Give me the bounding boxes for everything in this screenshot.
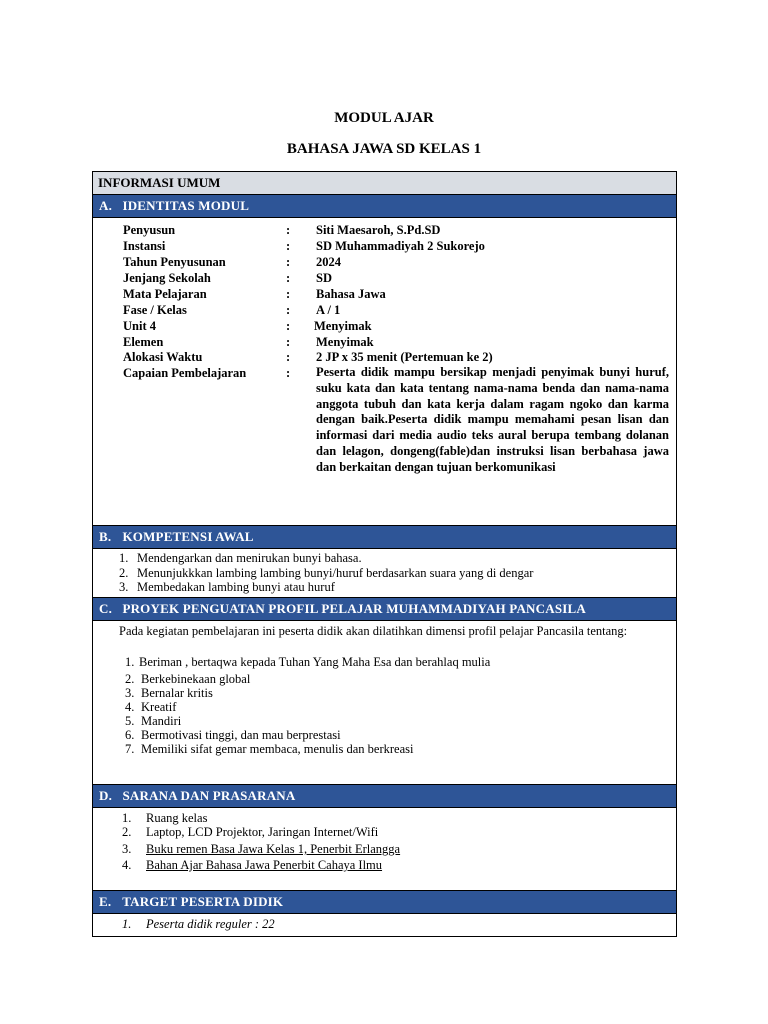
item-link[interactable]: Buku remen Basa Jawa Kelas 1, Penerbit Erlangga xyxy=(146,842,401,856)
item-text: Beriman , bertaqwa kepada Tuhan Yang Maha Esa dan berahlaq mulia xyxy=(139,655,491,669)
field-label: Unit 4 xyxy=(123,319,156,333)
field-colon: : xyxy=(286,239,291,253)
section-a-number: A. xyxy=(99,198,113,213)
field-label: Elemen xyxy=(123,335,164,349)
field-label: Penyusun xyxy=(123,223,176,237)
item-link[interactable]: Bahan Ajar Bahasa Jawa Penerbit Cahaya Ilmu xyxy=(146,858,383,872)
section-b-number: B. xyxy=(99,529,112,544)
field-label: Alokasi Waktu xyxy=(123,350,203,364)
item-number: 2. xyxy=(119,566,129,580)
document-subtitle: BAHASA JAWA SD KELAS 1 xyxy=(286,141,482,157)
item-text: Mandiri xyxy=(141,714,182,728)
section-c-title: PROYEK PENGUATAN PROFIL PELAJAR MUHAMMADIYAH PANCASILA xyxy=(122,601,586,616)
item-number: 3. xyxy=(119,580,129,594)
section-c-header xyxy=(93,598,676,621)
section-d-number: D. xyxy=(99,788,113,803)
kompetensi-body xyxy=(93,549,676,598)
item-text: Peserta didik reguler : 22 xyxy=(146,917,275,931)
module-table xyxy=(92,171,677,937)
item-text: Mendengarkan dan menirukan bunyi bahasa. xyxy=(137,551,362,565)
item-text: Ruang kelas xyxy=(146,811,208,825)
field-colon: : xyxy=(286,350,291,364)
section-b-header xyxy=(93,526,676,549)
section-a-header xyxy=(93,195,676,218)
item-text: Bermotivasi tinggi, dan mau berprestasi xyxy=(141,728,341,742)
field-value: Siti Maesaroh, S.Pd.SD xyxy=(316,223,441,237)
section-e-header xyxy=(93,891,676,914)
section-e-number: E. xyxy=(99,894,112,909)
item-number: 1. xyxy=(125,655,135,669)
identitas-body xyxy=(93,218,676,526)
field-value: 2024 xyxy=(316,255,341,269)
item-number: 3. xyxy=(122,842,132,856)
item-text: Kreatif xyxy=(141,700,177,714)
section-e-title: TARGET PESERTA DIDIK xyxy=(122,894,284,909)
item-number: 1. xyxy=(122,811,132,825)
item-text: Membedakan lambing bunyi atau huruf xyxy=(137,580,335,594)
target-body xyxy=(93,914,676,936)
sarana-body xyxy=(93,808,676,891)
field-value: A / 1 xyxy=(316,303,341,317)
section-b-title: KOMPETENSI AWAL xyxy=(122,529,254,544)
field-value: SD xyxy=(316,271,332,285)
field-colon: : xyxy=(286,319,291,333)
field-label: Fase / Kelas xyxy=(123,303,187,317)
field-value: 2 JP x 35 menit (Pertemuan ke 2) xyxy=(316,350,493,364)
field-label: Mata Pelajaran xyxy=(123,287,207,301)
field-colon: : xyxy=(286,271,291,285)
field-colon: : xyxy=(286,366,291,380)
field-colon: : xyxy=(286,287,291,301)
field-value: Menyimak xyxy=(316,335,374,349)
item-number: 3. xyxy=(125,686,135,700)
item-text: Menunjukkkan lambing lambing bunyi/huruf berdasarkan suara yang di dengar xyxy=(137,566,534,580)
item-number: 4. xyxy=(125,700,135,714)
item-text: Laptop, LCD Projektor, Jaringan Internet/Wifi xyxy=(146,825,379,839)
item-text: Berkebinekaan global xyxy=(141,672,251,686)
field-colon: : xyxy=(286,223,291,237)
item-number: 4. xyxy=(122,858,132,872)
field-label: Jenjang Sekolah xyxy=(123,271,211,285)
field-label: Tahun Penyusunan xyxy=(123,255,226,269)
item-number: 5. xyxy=(125,714,135,728)
section-a-title: IDENTITAS MODUL xyxy=(122,198,250,213)
proyek-body xyxy=(93,621,676,785)
field-value: Bahasa Jawa xyxy=(316,287,386,301)
item-number: 6. xyxy=(125,728,135,742)
capaian-pembelajaran-text: Peserta didik mampu bersikap menjadi penyimak bunyi huruf, suku kata dan kata tentang nama-nama benda dan nama-nama anggota tubuh dan kata kerja dalam ragam ngoko dan karma dengan baik.Peserta didik mampu memahami pesan lisan dan informasi dari media audio teks aural berupa tembang dolanan dan lelagon, dongeng(fable)dan instruksi lisan berbahasa jawa dan berkaitan dengan tujuan berkomunikasi xyxy=(316,365,669,474)
item-number: 2. xyxy=(122,825,132,839)
field-colon: : xyxy=(286,255,291,269)
informasi-umum-header: INFORMASI UMUM xyxy=(93,172,676,195)
section-d-header xyxy=(93,785,676,808)
field-colon: : xyxy=(286,335,291,349)
item-number: 1. xyxy=(122,917,132,931)
item-number: 2. xyxy=(125,672,135,686)
item-number: 1. xyxy=(119,551,129,565)
item-text: Memiliki sifat gemar membaca, menulis dan berkreasi xyxy=(141,742,414,756)
field-label: Capaian Pembelajaran xyxy=(123,366,247,380)
item-number: 7. xyxy=(125,742,135,756)
document-title: MODUL AJAR xyxy=(334,110,434,126)
field-value: SD Muhammadiyah 2 Sukorejo xyxy=(316,239,485,253)
field-value: Menyimak xyxy=(314,319,372,333)
field-label: Instansi xyxy=(123,239,166,253)
item-text: Bernalar kritis xyxy=(141,686,213,700)
section-c-number: C. xyxy=(99,601,113,616)
proyek-intro: Pada kegiatan pembelajaran ini peserta didik akan dilatihkan dimensi profil pelajar Pancasila tentang: xyxy=(119,624,628,638)
section-d-title: SARANA DAN PRASARANA xyxy=(122,788,296,803)
field-colon: : xyxy=(286,303,291,317)
